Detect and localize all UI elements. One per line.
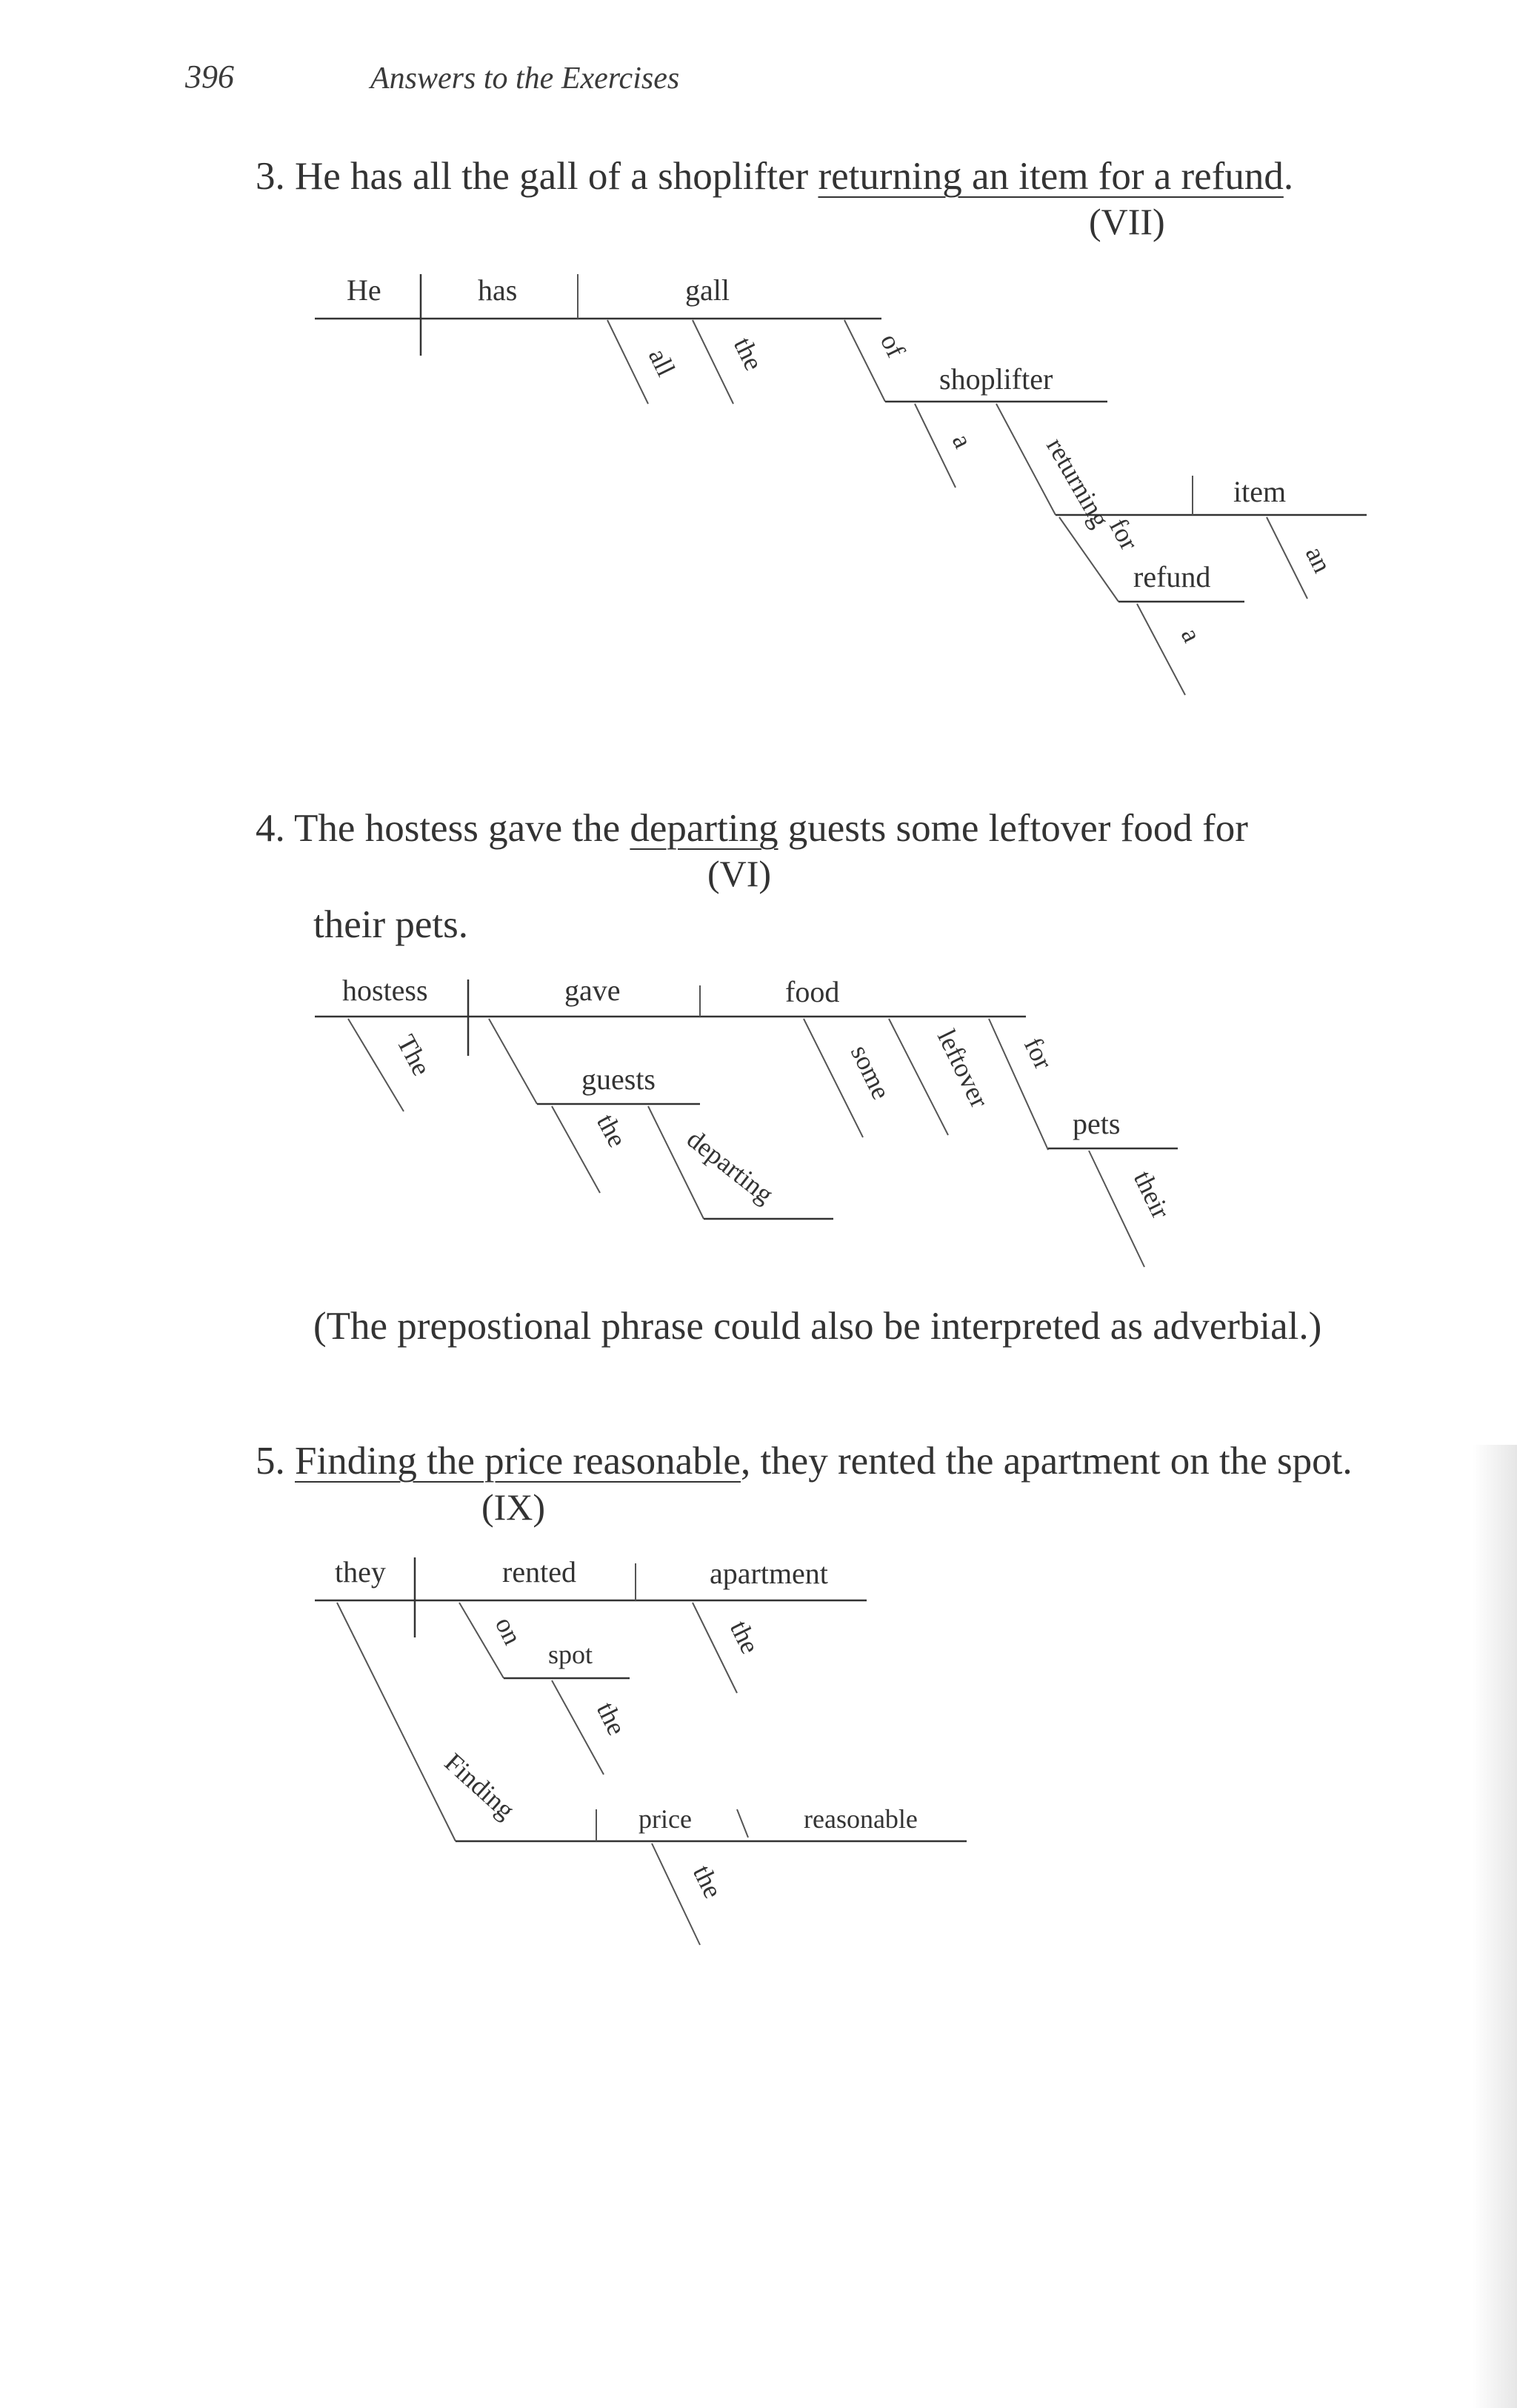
modifier-line [1089,1151,1144,1267]
subject-word: they [335,1555,386,1589]
sentence-pattern-label: (IX) [481,1486,546,1528]
participle-line [996,404,1056,515]
page-edge-shadow [1473,1445,1517,2408]
sentence-pattern-label: (VII) [1089,201,1165,242]
participle-line [337,1603,456,1841]
exercise-number: 4. [256,807,285,850]
underlined-phrase: Finding the price reasonable [295,1440,741,1483]
sentence-diagram-3 [0,252,1517,711]
sentence-text: He has all the gall of a shoplifter [295,155,818,198]
underlined-phrase: returning an item for a refund [818,155,1284,198]
sentence-diagram-4 [0,963,1517,1282]
sentence-continuation: their pets. [313,903,468,946]
modifier-word: their [1127,1165,1176,1223]
preposition-line [844,320,885,402]
modifier-line [552,1106,600,1193]
exercise-5-sentence [256,1439,1353,1483]
modifier-line [607,320,648,404]
modifier-word: an [1299,541,1338,578]
modifier-word: the [727,332,770,376]
sentence-text: guests some leftover food for [778,807,1248,850]
sentence-pattern-label: (VI) [707,853,772,894]
modifier-line [1137,604,1185,695]
object-of-preposition-word: shoplifter [939,362,1053,396]
modifier-line [693,320,733,404]
modifier-word: the [590,1108,633,1152]
underlined-phrase: departing [630,807,778,850]
exercise-4-note: (The prepostional phrase could also be interpreted as adverbial.) [313,1305,1322,1348]
object-of-preposition-word: refund [1133,560,1211,593]
participle-word: Finding [439,1747,521,1825]
modifier-line [652,1843,700,1945]
participle-word: returning [1041,433,1116,533]
object-complement-word: reasonable [804,1804,918,1834]
modifier-word: some [844,1040,897,1104]
subject-word: hostess [342,974,428,1007]
subject-word: He [347,273,381,307]
object-word: gall [685,273,730,307]
modifier-word: leftover [931,1024,995,1113]
exercise-4-sentence [256,806,1248,851]
modifier-word: a [1175,622,1207,647]
verb-word: has [478,273,518,307]
modifier-line [804,1019,863,1137]
sentence-text: The hostess gave the [294,807,630,850]
object-of-preposition-word: pets [1073,1107,1121,1140]
modifier-word: the [687,1860,729,1903]
sentence-text: . [1283,155,1294,198]
modifier-word: all [642,343,681,381]
exercise-number: 5. [256,1440,285,1483]
preposition-word: for [1103,513,1144,555]
participle-object-word: price [639,1804,692,1834]
participle-word: departing [681,1123,779,1210]
running-head: Answers to the Exercises [370,61,680,96]
modifier-line [348,1019,404,1111]
sentence-text: , they rented the apartment on the spot. [740,1440,1353,1483]
modifier-line [1267,517,1307,599]
verb-word: gave [564,974,621,1007]
modifier-line [693,1603,737,1693]
preposition-word: for [1018,1032,1059,1074]
modifier-word: the [590,1697,633,1740]
modifier-line [552,1680,604,1775]
preposition-word: of [874,328,911,362]
complement-divider [737,1809,748,1837]
modifier-word: The [390,1029,437,1081]
preposition-word: on [489,1612,528,1649]
indirect-object-line [489,1019,537,1104]
exercise-number: 3. [256,155,285,198]
page-number: 396 [185,59,234,95]
participle-object-word: item [1233,475,1287,508]
object-word: food [785,975,840,1008]
participle-line [648,1106,704,1219]
modifier-word: the [724,1615,766,1659]
verb-word: rented [502,1555,576,1589]
object-of-preposition-word: spot [548,1640,593,1669]
object-word: apartment [710,1557,828,1590]
indirect-object-word: guests [581,1062,656,1096]
modifier-word: a [946,428,978,453]
sentence-diagram-5 [0,1541,1517,1956]
exercise-3-sentence [256,154,1293,199]
